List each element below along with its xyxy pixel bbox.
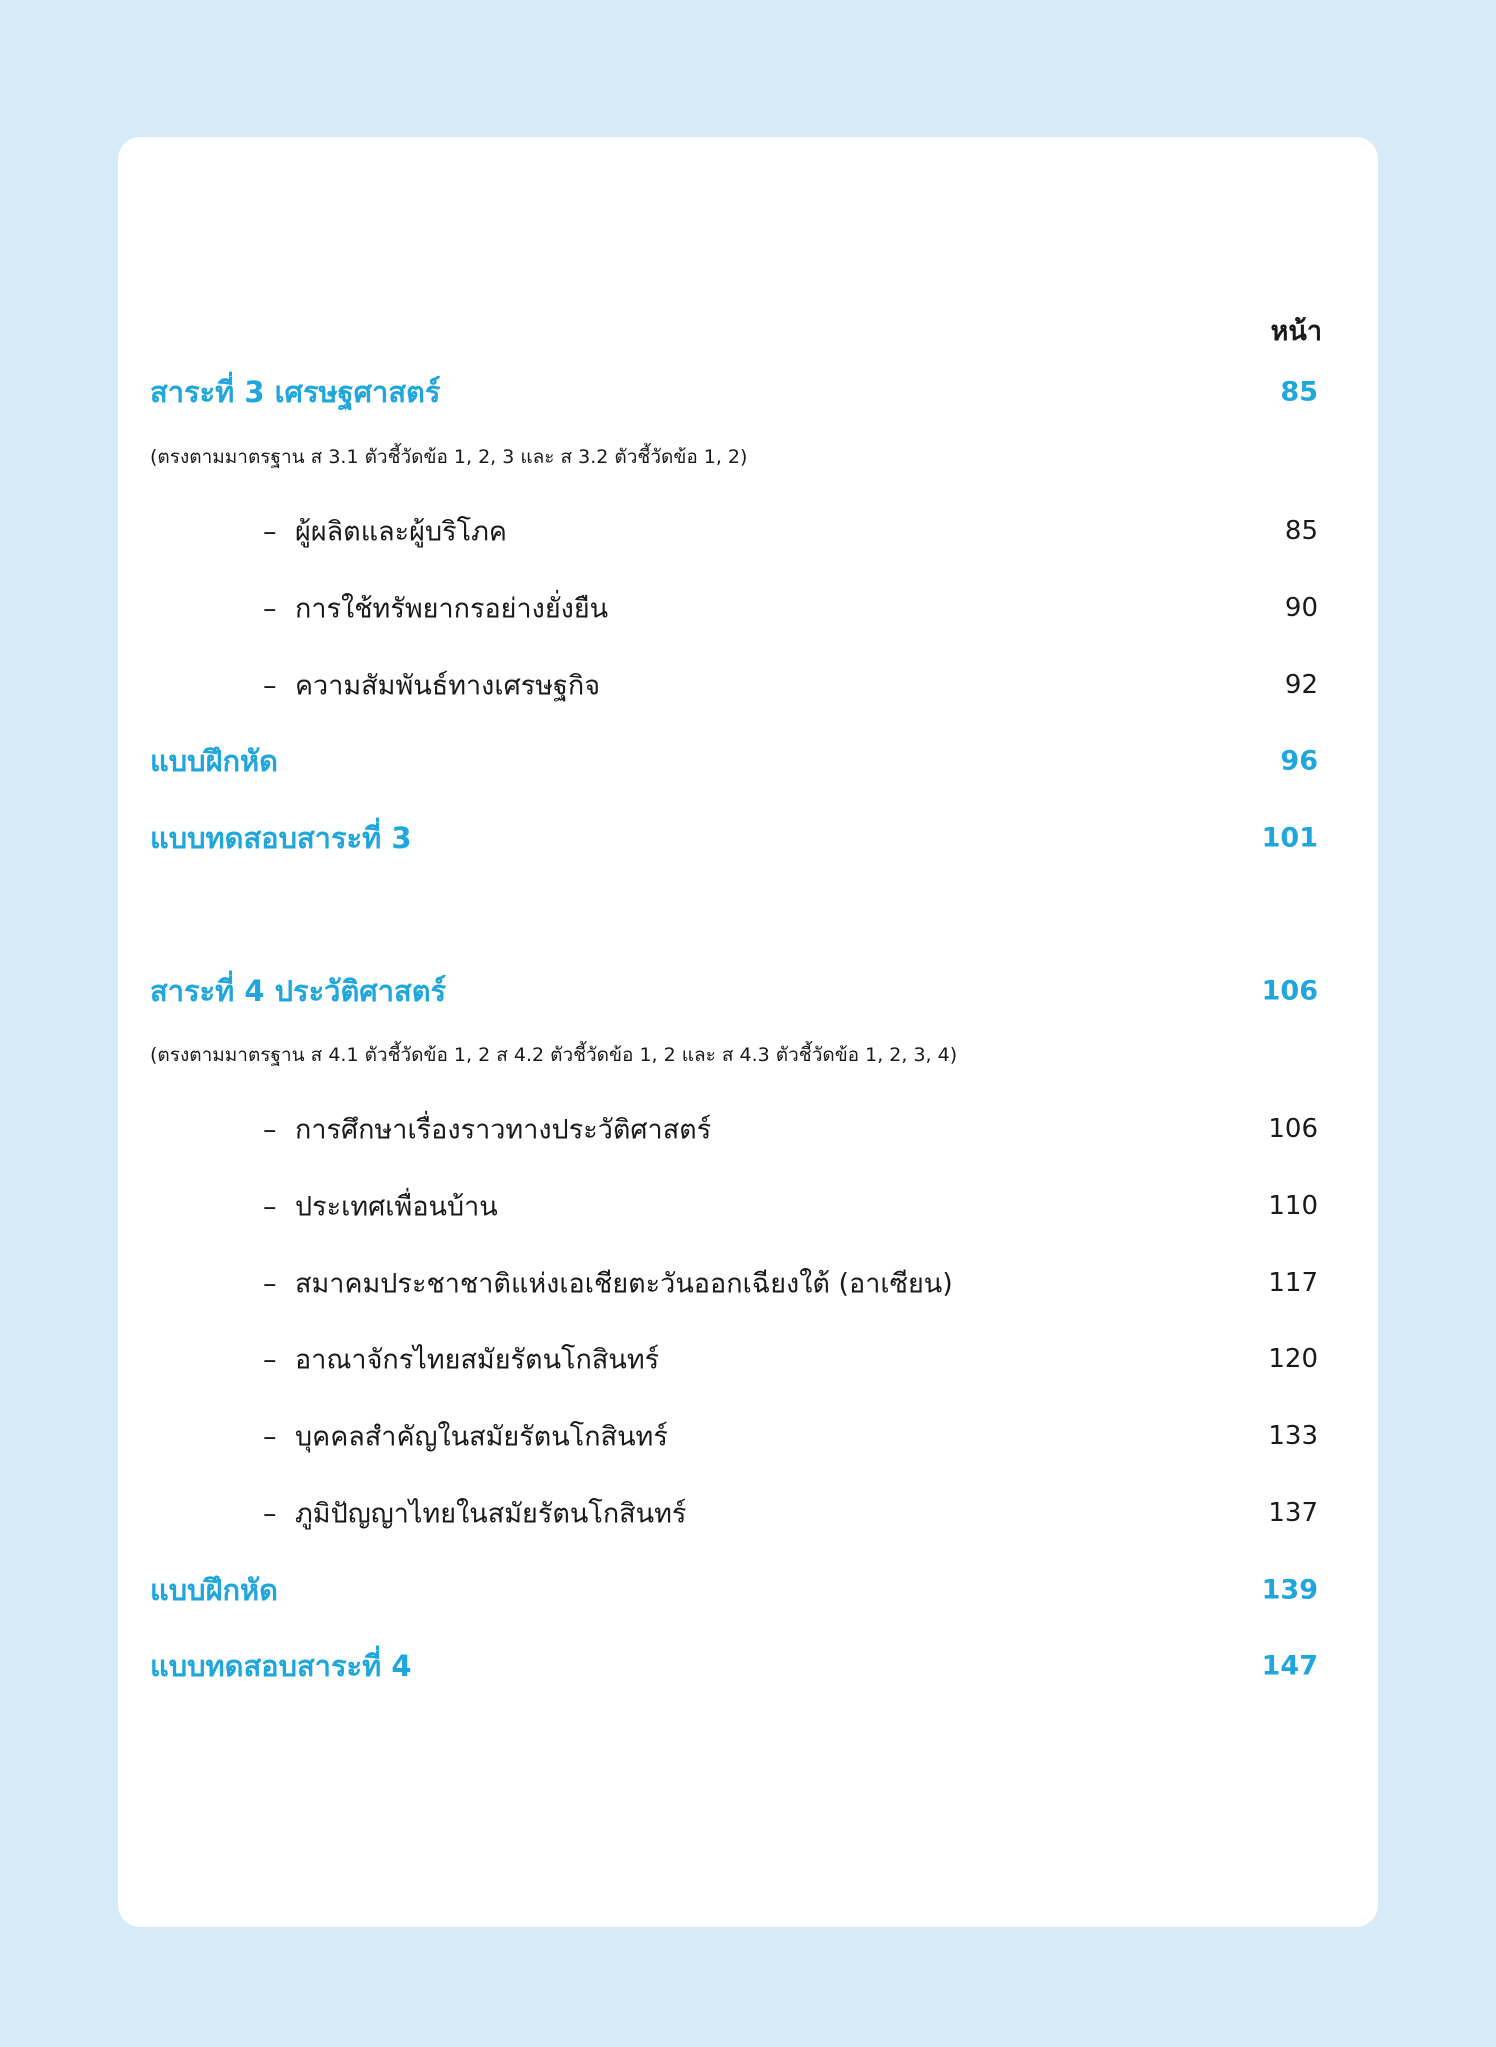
- exercise-label: แบบฝึกหัด: [150, 1573, 279, 1607]
- toc-item[interactable]: [118, 1414, 1378, 1458]
- item-label: ผู้ผลิตและผู้บริโภค: [295, 516, 507, 548]
- exercise-page: 139: [1261, 1574, 1318, 1606]
- section-title: สาระที่ 3 เศรษฐศาสตร์: [150, 375, 441, 409]
- test-label: แบบทดสอบสาระที่ 4: [150, 1649, 412, 1683]
- dash-marker: –: [263, 516, 277, 548]
- item-label: อาณาจักรไทยสมัยรัตนโกสินทร์: [295, 1344, 660, 1376]
- item-page: 133: [1268, 1421, 1318, 1451]
- section-page: 85: [1280, 376, 1318, 408]
- section-page: 106: [1261, 975, 1318, 1007]
- item-page: 92: [1284, 670, 1318, 700]
- item-label: ภูมิปัญญาไทยในสมัยรัตนโกสินทร์: [295, 1498, 687, 1530]
- item-page: 117: [1268, 1268, 1318, 1298]
- item-page: 106: [1268, 1114, 1318, 1144]
- toc-exercise-3[interactable]: [118, 739, 1378, 783]
- dash-marker: –: [263, 1344, 277, 1376]
- exercise-label: แบบฝึกหัด: [150, 744, 279, 778]
- item-label: ประเทศเพื่อนบ้าน: [295, 1191, 498, 1223]
- item-label: ความสัมพันธ์ทางเศรษฐกิจ: [295, 670, 601, 702]
- standards-note: (ตรงตามมาตรฐาน ส 3.1 ตัวชี้วัดข้อ 1, 2, 3 และ ส 3.2 ตัวชี้วัดข้อ 1, 2): [150, 446, 748, 468]
- dash-marker: –: [263, 1114, 277, 1146]
- dash-marker: –: [263, 593, 277, 625]
- item-label: สมาคมประชาชาติแห่งเอเชียตะวันออกเฉียงใต้ (อาเซียน): [295, 1268, 953, 1300]
- contents-card: [118, 137, 1378, 1927]
- dash-marker: –: [263, 1191, 277, 1223]
- toc-section-3[interactable]: [118, 370, 1378, 414]
- toc-test-4[interactable]: [118, 1644, 1378, 1688]
- test-page: 147: [1261, 1650, 1318, 1682]
- item-label: บุคคลสำคัญในสมัยรัตนโกสินทร์: [295, 1421, 668, 1453]
- toc-item[interactable]: [118, 663, 1378, 707]
- item-page: 85: [1284, 516, 1318, 546]
- item-page: 120: [1268, 1344, 1318, 1374]
- item-page: 137: [1268, 1498, 1318, 1528]
- toc-exercise-4[interactable]: [118, 1568, 1378, 1612]
- standards-note: (ตรงตามมาตรฐาน ส 4.1 ตัวชี้วัดข้อ 1, 2 ส 4.2 ตัวชี้วัดข้อ 1, 2 และ ส 4.3 ตัวชี้วัดข้อ 1, 2, 3, 4): [150, 1044, 958, 1066]
- toc-item[interactable]: [118, 1107, 1378, 1151]
- exercise-page: 96: [1280, 745, 1318, 777]
- toc-test-3[interactable]: [118, 816, 1378, 860]
- section-title: สาระที่ 4 ประวัติศาสตร์: [150, 974, 447, 1008]
- toc-item[interactable]: [118, 1184, 1378, 1228]
- toc-item[interactable]: [118, 1261, 1378, 1305]
- toc-item[interactable]: [118, 586, 1378, 630]
- dash-marker: –: [263, 670, 277, 702]
- test-page: 101: [1261, 822, 1318, 854]
- dash-marker: –: [263, 1421, 277, 1453]
- toc-item[interactable]: [118, 1491, 1378, 1535]
- item-page: 90: [1284, 593, 1318, 623]
- toc-item[interactable]: [118, 509, 1378, 553]
- item-label: การใช้ทรัพยากรอย่างยั่งยืน: [295, 593, 609, 625]
- toc-section-4[interactable]: [118, 969, 1378, 1013]
- dash-marker: –: [263, 1268, 277, 1300]
- dash-marker: –: [263, 1498, 277, 1530]
- page-column-label: หน้า: [1270, 316, 1322, 347]
- item-label: การศึกษาเรื่องราวทางประวัติศาสตร์: [295, 1114, 712, 1146]
- toc-item[interactable]: [118, 1337, 1378, 1381]
- test-label: แบบทดสอบสาระที่ 3: [150, 821, 412, 855]
- item-page: 110: [1268, 1191, 1318, 1221]
